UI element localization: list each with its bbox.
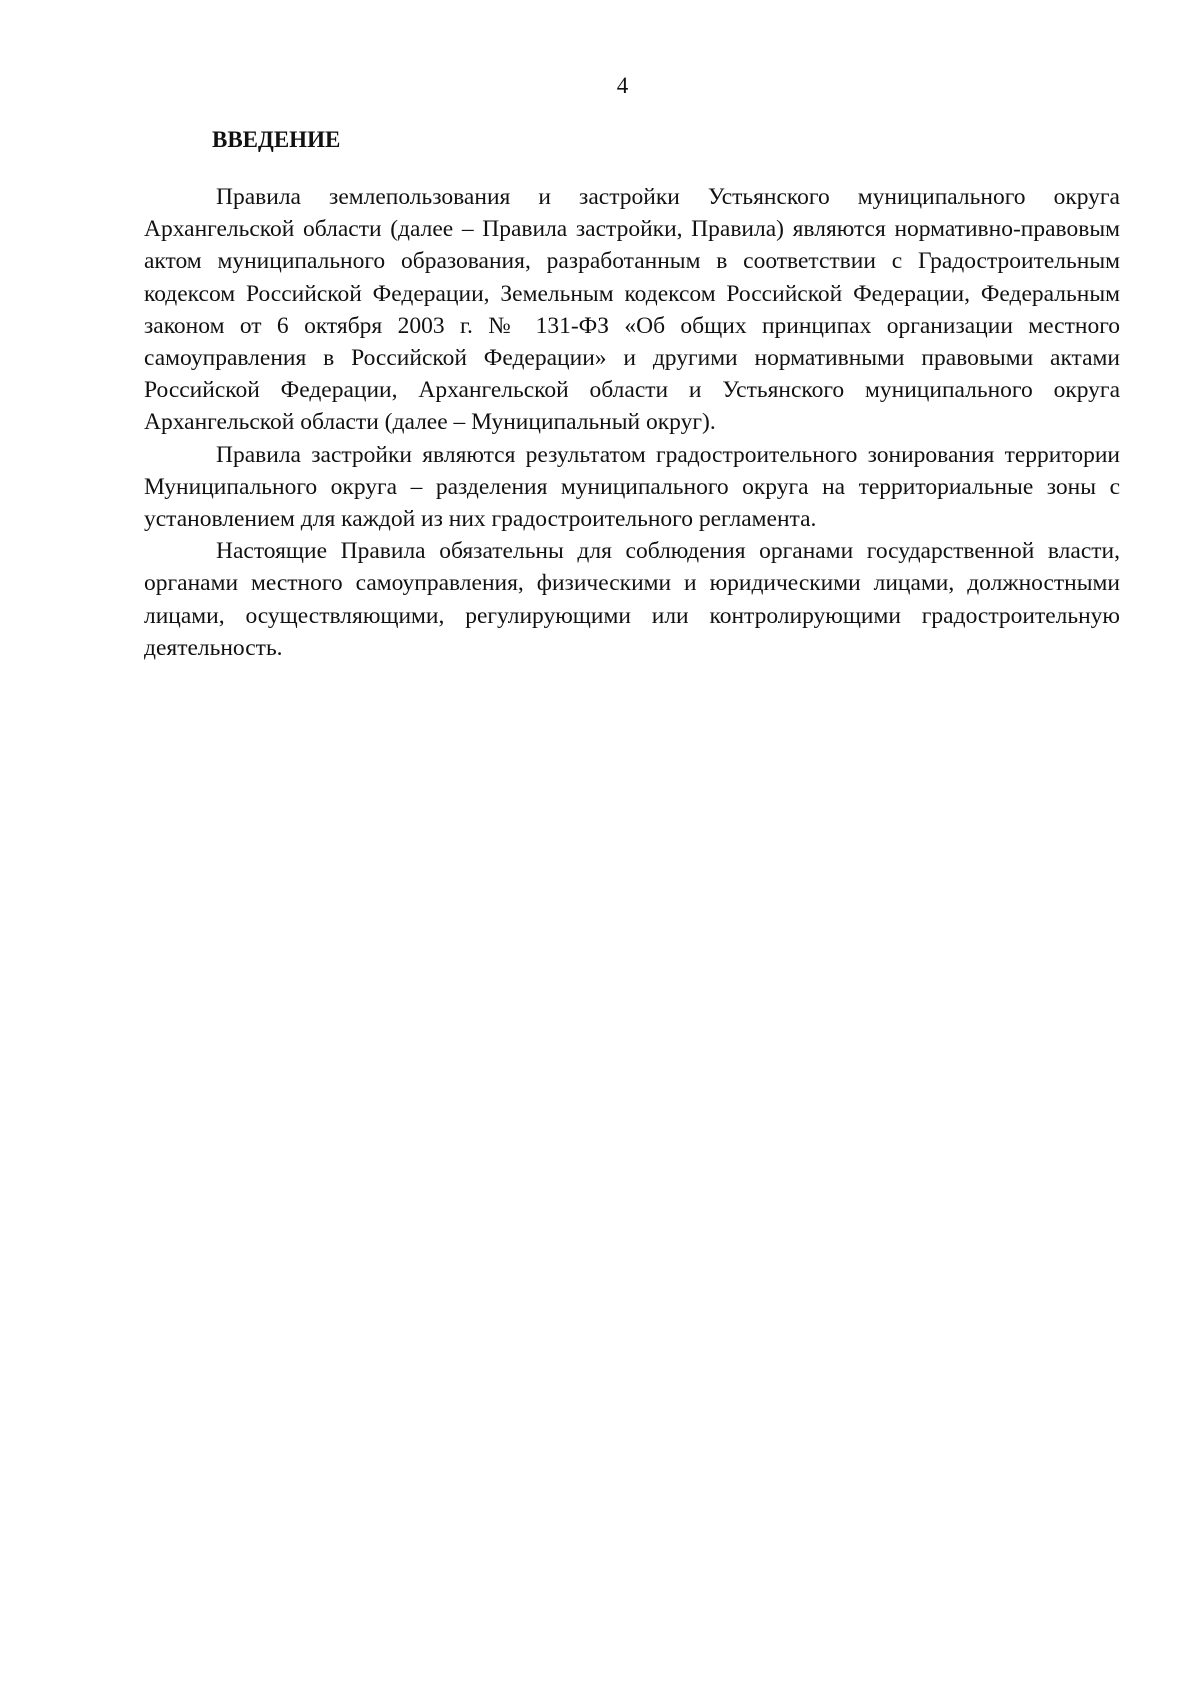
paragraph: Настоящие Правила обязательны для соблюдения органами государственной власти, органами местного самоуправления, физическими и юридическими лицами, должностными лицами, осуществляющими, регулирующими или контролирующими градостроительную деятельность.	[144, 538, 1120, 661]
body-text	[144, 181, 1120, 664]
paragraph: Правила застройки являются результатом градостроительного зонирования территории Муниципального округа – разделения муниципального округа на территориальные зоны с установлением для каждой из них градостроительного регламента.	[144, 441, 1120, 533]
section-title: ВВЕДЕНИЕ	[212, 127, 341, 152]
page-number: 4	[616, 73, 629, 98]
paragraph: Правила землепользования и застройки Устьянского муниципального округа Архангельской области (далее – Правила застройки, Правила) являются нормативно-правовым актом муниципального образования, разработанным в соответствии с Градостроительным кодексом Российской Федерации, Земельным кодексом Российской Федерации, Федеральным законом от 6 октября 2003 г. № 131-ФЗ «Об общих принципах организации местного самоуправления в Российской Федерации» и другими нормативными правовыми актами Российской Федерации, Архангельской области и Устьянского муниципального округа Архангельской области (далее – Муниципальный округ).	[144, 184, 1120, 436]
